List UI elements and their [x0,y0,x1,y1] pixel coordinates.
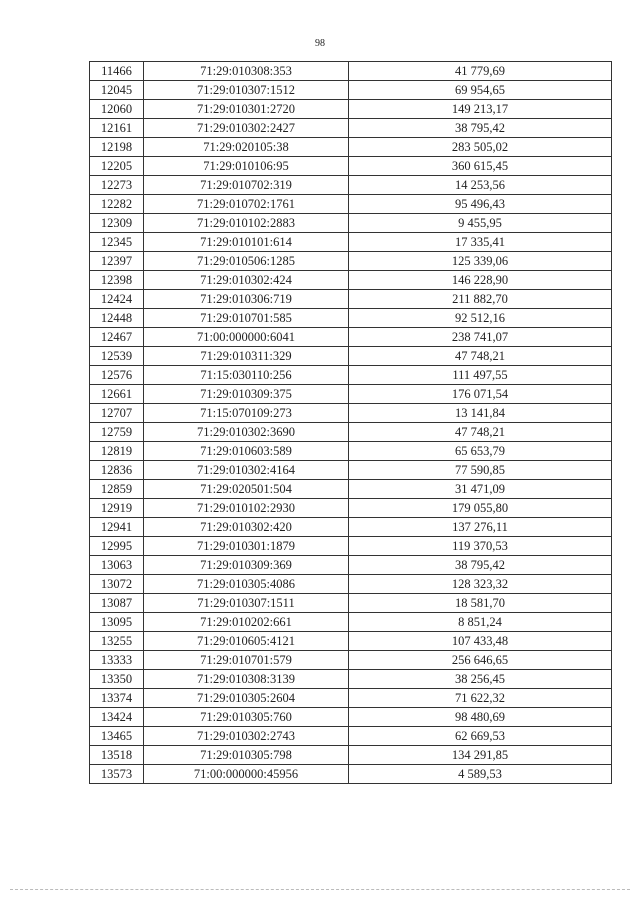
value-cell: 69 954,65 [349,81,612,100]
value-cell: 14 253,56 [349,176,612,195]
table-row [90,575,612,594]
value-cell: 360 615,45 [349,157,612,176]
table-row [90,689,612,708]
record-number-cell: 12397 [90,252,144,271]
table-row [90,613,612,632]
record-number-cell: 12576 [90,366,144,385]
table-row [90,727,612,746]
cadastral-number-cell: 71:29:010305:760 [144,708,349,727]
value-cell: 8 851,24 [349,613,612,632]
cadastral-number-cell: 71:29:020105:38 [144,138,349,157]
registry-table-body [90,62,612,784]
record-number-cell: 13087 [90,594,144,613]
record-number-cell: 12759 [90,423,144,442]
cadastral-number-cell: 71:29:010309:375 [144,385,349,404]
cadastral-number-cell: 71:29:010102:2883 [144,214,349,233]
table-row [90,366,612,385]
value-cell: 146 228,90 [349,271,612,290]
record-number-cell: 12273 [90,176,144,195]
table-row [90,81,612,100]
table-row [90,271,612,290]
cadastral-number-cell: 71:29:010305:798 [144,746,349,765]
table-row [90,252,612,271]
table-row [90,62,612,81]
value-cell: 111 497,55 [349,366,612,385]
table-row [90,651,612,670]
cadastral-number-cell: 71:29:010308:3139 [144,670,349,689]
value-cell: 71 622,32 [349,689,612,708]
table-row [90,119,612,138]
cadastral-number-cell: 71:29:010302:2743 [144,727,349,746]
table-row [90,556,612,575]
table-row [90,746,612,765]
record-number-cell: 13518 [90,746,144,765]
record-number-cell: 13465 [90,727,144,746]
cadastral-number-cell: 71:29:020501:504 [144,480,349,499]
cadastral-number-cell: 71:29:010302:420 [144,518,349,537]
table-row [90,385,612,404]
value-cell: 179 055,80 [349,499,612,518]
footer-scan-line [10,889,630,890]
value-cell: 95 496,43 [349,195,612,214]
cadastral-number-cell: 71:29:010106:95 [144,157,349,176]
value-cell: 134 291,85 [349,746,612,765]
value-cell: 77 590,85 [349,461,612,480]
table-row [90,404,612,423]
record-number-cell: 13095 [90,613,144,632]
record-number-cell: 12707 [90,404,144,423]
table-row [90,195,612,214]
cadastral-number-cell: 71:00:000000:45956 [144,765,349,784]
cadastral-number-cell: 71:29:010605:4121 [144,632,349,651]
cadastral-number-cell: 71:29:010311:329 [144,347,349,366]
cadastral-number-cell: 71:29:010202:661 [144,613,349,632]
record-number-cell: 12424 [90,290,144,309]
record-number-cell: 13350 [90,670,144,689]
record-number-cell: 12859 [90,480,144,499]
value-cell: 238 741,07 [349,328,612,347]
cadastral-number-cell: 71:29:010309:369 [144,556,349,575]
value-cell: 47 748,21 [349,347,612,366]
table-row [90,176,612,195]
table-row [90,670,612,689]
record-number-cell: 13424 [90,708,144,727]
value-cell: 38 795,42 [349,119,612,138]
record-number-cell: 12448 [90,309,144,328]
value-cell: 92 512,16 [349,309,612,328]
table-row [90,499,612,518]
value-cell: 38 795,42 [349,556,612,575]
table-row [90,328,612,347]
value-cell: 31 471,09 [349,480,612,499]
cadastral-number-cell: 71:15:030110:256 [144,366,349,385]
table-row [90,423,612,442]
value-cell: 9 455,95 [349,214,612,233]
cadastral-number-cell: 71:29:010302:4164 [144,461,349,480]
value-cell: 17 335,41 [349,233,612,252]
cadastral-number-cell: 71:29:010701:579 [144,651,349,670]
record-number-cell: 12836 [90,461,144,480]
value-cell: 211 882,70 [349,290,612,309]
value-cell: 176 071,54 [349,385,612,404]
registry-table [89,61,612,784]
table-row [90,233,612,252]
record-number-cell: 13063 [90,556,144,575]
cadastral-number-cell: 71:29:010102:2930 [144,499,349,518]
table-row [90,157,612,176]
cadastral-number-cell: 71:29:010702:319 [144,176,349,195]
value-cell: 119 370,53 [349,537,612,556]
table-row [90,214,612,233]
value-cell: 47 748,21 [349,423,612,442]
table-row [90,480,612,499]
record-number-cell: 12467 [90,328,144,347]
record-number-cell: 12919 [90,499,144,518]
record-number-cell: 12161 [90,119,144,138]
cadastral-number-cell: 71:29:010702:1761 [144,195,349,214]
table-row [90,765,612,784]
cadastral-number-cell: 71:29:010307:1512 [144,81,349,100]
value-cell: 62 669,53 [349,727,612,746]
value-cell: 125 339,06 [349,252,612,271]
cadastral-number-cell: 71:29:010307:1511 [144,594,349,613]
cadastral-number-cell: 71:29:010302:424 [144,271,349,290]
record-number-cell: 13374 [90,689,144,708]
record-number-cell: 12198 [90,138,144,157]
cadastral-number-cell: 71:29:010305:2604 [144,689,349,708]
record-number-cell: 13072 [90,575,144,594]
record-number-cell: 12995 [90,537,144,556]
value-cell: 149 213,17 [349,100,612,119]
table-row [90,290,612,309]
table-row [90,442,612,461]
table-row [90,100,612,119]
cadastral-number-cell: 71:29:010101:614 [144,233,349,252]
value-cell: 41 779,69 [349,62,612,81]
record-number-cell: 13333 [90,651,144,670]
table-row [90,518,612,537]
record-number-cell: 12282 [90,195,144,214]
record-number-cell: 12205 [90,157,144,176]
record-number-cell: 12045 [90,81,144,100]
cadastral-number-cell: 71:00:000000:6041 [144,328,349,347]
cadastral-number-cell: 71:29:010308:353 [144,62,349,81]
record-number-cell: 12539 [90,347,144,366]
cadastral-number-cell: 71:29:010506:1285 [144,252,349,271]
cadastral-number-cell: 71:29:010603:589 [144,442,349,461]
record-number-cell: 12345 [90,233,144,252]
record-number-cell: 12661 [90,385,144,404]
table-row [90,309,612,328]
table-row [90,347,612,366]
value-cell: 18 581,70 [349,594,612,613]
value-cell: 128 323,32 [349,575,612,594]
table-row [90,537,612,556]
record-number-cell: 13573 [90,765,144,784]
value-cell: 256 646,65 [349,651,612,670]
record-number-cell: 12819 [90,442,144,461]
cadastral-number-cell: 71:29:010302:2427 [144,119,349,138]
cadastral-number-cell: 71:29:010701:585 [144,309,349,328]
value-cell: 137 276,11 [349,518,612,537]
table-row [90,138,612,157]
value-cell: 98 480,69 [349,708,612,727]
record-number-cell: 13255 [90,632,144,651]
value-cell: 13 141,84 [349,404,612,423]
value-cell: 283 505,02 [349,138,612,157]
cadastral-number-cell: 71:29:010306:719 [144,290,349,309]
value-cell: 4 589,53 [349,765,612,784]
record-number-cell: 12941 [90,518,144,537]
cadastral-number-cell: 71:29:010305:4086 [144,575,349,594]
table-row [90,708,612,727]
table-row [90,594,612,613]
value-cell: 38 256,45 [349,670,612,689]
table-row [90,461,612,480]
cadastral-number-cell: 71:29:010302:3690 [144,423,349,442]
cadastral-number-cell: 71:29:010301:2720 [144,100,349,119]
value-cell: 65 653,79 [349,442,612,461]
table-row [90,632,612,651]
cadastral-number-cell: 71:29:010301:1879 [144,537,349,556]
page-number: 98 [315,38,325,49]
record-number-cell: 11466 [90,62,144,81]
record-number-cell: 12398 [90,271,144,290]
cadastral-number-cell: 71:15:070109:273 [144,404,349,423]
record-number-cell: 12309 [90,214,144,233]
value-cell: 107 433,48 [349,632,612,651]
record-number-cell: 12060 [90,100,144,119]
